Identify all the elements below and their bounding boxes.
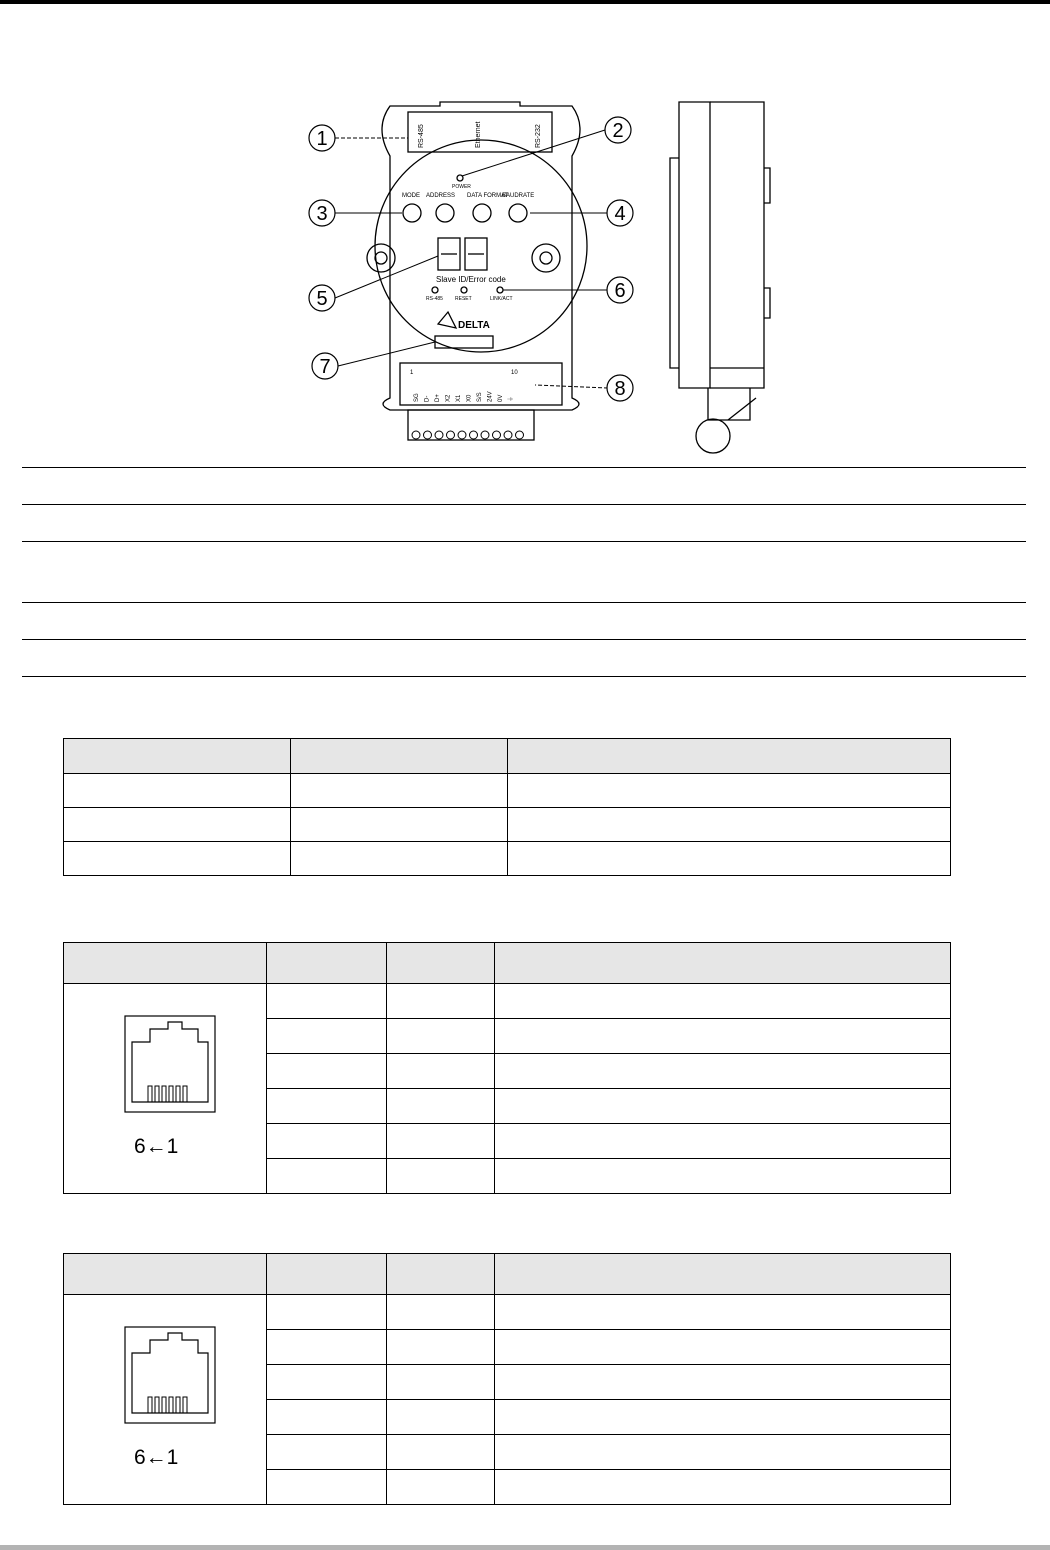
callout-number: 7 [319, 356, 331, 378]
table-cell [64, 808, 291, 842]
page-bottom-rule [0, 1545, 1050, 1550]
rule-6 [22, 676, 1026, 677]
table-header-row [64, 1254, 951, 1295]
table-cell [387, 1159, 495, 1194]
callout-number: 6 [614, 280, 626, 302]
table-cell [267, 1089, 387, 1124]
table-cell [495, 1365, 951, 1400]
terminal-label: D+ [435, 394, 441, 402]
led-label-link: LINK/ACT [490, 296, 513, 302]
spec-table-1 [63, 738, 951, 876]
brand-logo: DELTA [458, 320, 490, 331]
table-row [64, 774, 951, 808]
terminal-pin [493, 431, 501, 439]
table-cell [495, 1019, 951, 1054]
table-cell [387, 1295, 495, 1330]
switch-label-baudrate: BAUDRATE [502, 193, 535, 199]
table-cell [64, 774, 291, 808]
table-cell [267, 1470, 387, 1505]
port-label-rs485: RS-485 [418, 124, 425, 148]
terminal-number-first: 1 [410, 370, 414, 376]
callout-number: 5 [316, 288, 328, 310]
rj-connector-icon [110, 1325, 220, 1475]
table-cell [495, 1124, 951, 1159]
table-cell [267, 1159, 387, 1194]
table-cell [267, 1295, 387, 1330]
header-cell [387, 943, 495, 984]
table-cell [387, 1365, 495, 1400]
table-cell [291, 808, 508, 842]
led-label-rs485: RS-485 [426, 296, 443, 302]
table-cell [267, 1365, 387, 1400]
table-cell [508, 774, 951, 808]
terminal-pin [481, 431, 489, 439]
callout-badges [309, 117, 633, 401]
switch-label-address: ADDRESS [426, 193, 456, 199]
switch-label-data-format: DATA FORMAT [467, 193, 509, 199]
table-row [64, 984, 951, 1019]
table-cell [495, 1295, 951, 1330]
table-cell [387, 984, 495, 1019]
table-row [64, 1295, 951, 1330]
rs485-pin-table [63, 942, 951, 1194]
table-cell [387, 1054, 495, 1089]
terminal-pin [412, 431, 420, 439]
table-cell [495, 1054, 951, 1089]
header-cell [508, 739, 951, 774]
terminal-label: X1 [456, 394, 462, 402]
table-cell [64, 842, 291, 876]
port-label-ethernet: Ethernet [475, 121, 482, 148]
rule-2 [22, 504, 1026, 505]
header-cell [267, 943, 387, 984]
table-cell [495, 1089, 951, 1124]
table-header-row [64, 943, 951, 984]
callout-number: 2 [612, 120, 624, 142]
table-cell [267, 1400, 387, 1435]
callout-number: 3 [316, 203, 328, 225]
module-figure [290, 98, 860, 460]
page-top-rule [0, 0, 1050, 4]
table-cell [508, 842, 951, 876]
table-cell [387, 1330, 495, 1365]
table-cell [508, 808, 951, 842]
terminal-pin [447, 431, 455, 439]
callout-number: 8 [614, 378, 626, 400]
callout-number: 1 [316, 128, 328, 150]
display-label: Slave ID/Error code [436, 275, 506, 284]
terminal-labels [414, 391, 515, 402]
power-label: POWER [452, 184, 471, 190]
header-cell [64, 1254, 267, 1295]
connector-diagram-cell [64, 1295, 267, 1505]
terminal-label: X0 [466, 394, 473, 402]
terminal-label: 0V [498, 394, 504, 402]
table-cell [387, 1400, 495, 1435]
terminal-label: SG [414, 393, 420, 402]
table-row [64, 808, 951, 842]
header-cell [387, 1254, 495, 1295]
terminal-number-last: 10 [511, 370, 518, 376]
table-cell [291, 774, 508, 808]
table-cell [495, 1400, 951, 1435]
terminal-label: S/S [477, 392, 483, 402]
rule-3 [22, 541, 1026, 542]
rj-connector-icon [110, 1014, 220, 1164]
terminal-label: X2 [445, 394, 452, 402]
header-cell [495, 943, 951, 984]
terminal-label: 24V [487, 391, 494, 402]
rule-4 [22, 602, 1026, 603]
header-cell [64, 943, 267, 984]
connector-diagram-cell [64, 984, 267, 1194]
header-cell [64, 739, 291, 774]
table-cell [267, 1019, 387, 1054]
table-cell [267, 1054, 387, 1089]
table-cell [291, 842, 508, 876]
terminal-pin [470, 431, 478, 439]
terminal-label: ⏚ [508, 395, 515, 402]
rule-1 [22, 467, 1026, 468]
terminal-pins [412, 431, 524, 439]
pin-range-label: 6←1 [134, 1445, 179, 1469]
table-cell [495, 984, 951, 1019]
terminal-pin [504, 431, 512, 439]
table-cell [387, 1470, 495, 1505]
module-side-view [670, 102, 770, 453]
table-cell [387, 1435, 495, 1470]
table-cell [387, 1124, 495, 1159]
terminal-pin [458, 431, 466, 439]
table-row [64, 842, 951, 876]
table-cell [495, 1330, 951, 1365]
header-cell [267, 1254, 387, 1295]
terminal-pin [516, 431, 524, 439]
table-header-row [64, 739, 951, 774]
table-cell [267, 1435, 387, 1470]
table-cell [267, 984, 387, 1019]
terminal-label: D- [424, 395, 431, 402]
header-cell [291, 739, 508, 774]
port-label-rs232: RS-232 [535, 124, 542, 148]
switch-label-mode: MODE [402, 193, 420, 199]
table-cell [495, 1470, 951, 1505]
table-cell [495, 1159, 951, 1194]
pin-range-label: 6←1 [134, 1134, 179, 1158]
terminal-pin [435, 431, 443, 439]
table-cell [387, 1019, 495, 1054]
rs232-pin-table [63, 1253, 951, 1505]
header-cell [495, 1254, 951, 1295]
table-cell [495, 1435, 951, 1470]
table-cell [387, 1089, 495, 1124]
module-front-text [402, 121, 542, 376]
table-cell [267, 1124, 387, 1159]
terminal-pin [424, 431, 432, 439]
table-cell [267, 1330, 387, 1365]
led-label-reset: RESET [455, 296, 472, 302]
rule-5 [22, 639, 1026, 640]
callout-number: 4 [614, 203, 626, 225]
